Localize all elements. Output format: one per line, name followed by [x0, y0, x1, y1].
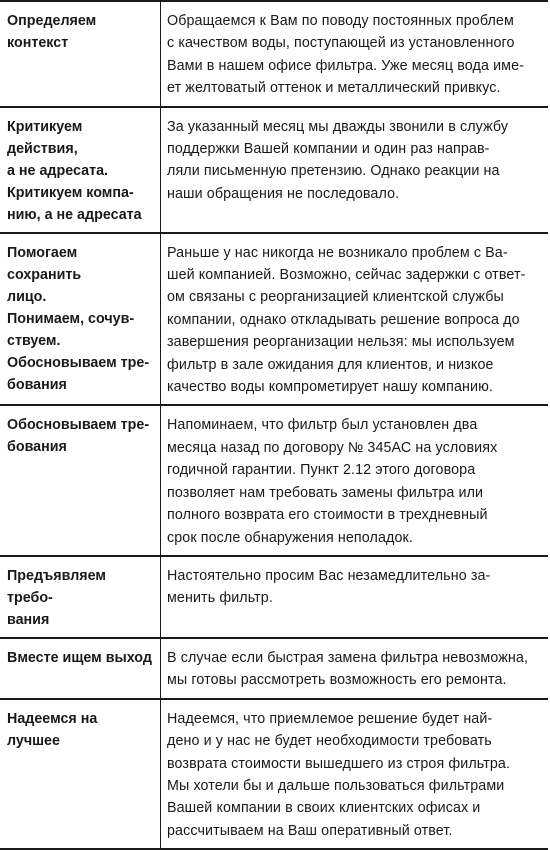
table-row — [0, 234, 548, 407]
row-text: В случае если быстрая замена фильтра невозможна, мы готовы рассмотреть возможность его ремонта. — [160, 639, 548, 698]
row-text: За указанный месяц мы дважды звонили в службу поддержки Вашей компании и один раз направ- ляли письменную претензию. Однако реакции на наши обращения не последовало. — [160, 108, 548, 232]
row-text: Обращаемся к Вам по поводу постоянных проблем с качеством воды, поступающей из установленного Вами в нашем офисе фильтра. Уже месяц вода име- ет желтоватый оттенок и металлический привкус. — [160, 2, 548, 106]
table-row — [0, 557, 548, 639]
row-label: Вместе ищем выход — [7, 649, 152, 666]
table-row — [0, 406, 548, 556]
row-label: Помогаем сохранить лицо. Понимаем, сочув- ствуем. Обосновываем тре- бования — [7, 244, 150, 393]
row-label: Надеемся на лучшее — [7, 710, 98, 749]
row-text: Раньше у нас никогда не возникало проблем с Ва- шей компанией. Возможно, сейчас задержки с ответ- ом связаны с реорганизацией клиентской службы компании, однако откладывать решение вопроса до завершения реорганизации нельзя: мы используем фильтр в зале ожидания для клиентов, и низкое качество воды компрометирует нашу компанию. — [160, 234, 548, 405]
row-text: Надеемся, что приемлемое решение будет най- дено и у нас не будет необходимости требовать возврата стоимости вышедшего из строя фильтра. Мы хотели бы и дальше пользоваться фильтрами Вашей компании в своих клиентских офисах и рассчитываем на Ваш оперативный ответ. — [160, 700, 548, 848]
row-text: Настоятельно просим Вас незамедлительно за- менить фильтр. — [160, 557, 548, 637]
table-row — [0, 108, 548, 234]
row-label: Определяем контекст — [7, 13, 97, 51]
row-label: Критикуем действия, а не адресата. Критикуем компа- нию, а не адресата — [7, 118, 142, 223]
table-row — [0, 700, 548, 848]
row-text: Напоминаем, что фильтр был установлен два месяца назад по договору № 345АС на условиях годичной гарантии. Пункт 2.12 этого договора позволяет нам требовать замены фильтра или полного возврата его стоимости в трехдневный срок после обнаружения неполадок. — [160, 406, 548, 554]
row-label: Предъявляем требо- вания — [7, 567, 106, 628]
row-label: Обосновываем тре- бования — [7, 417, 150, 456]
table-row — [0, 639, 548, 700]
table-row — [0, 2, 548, 108]
